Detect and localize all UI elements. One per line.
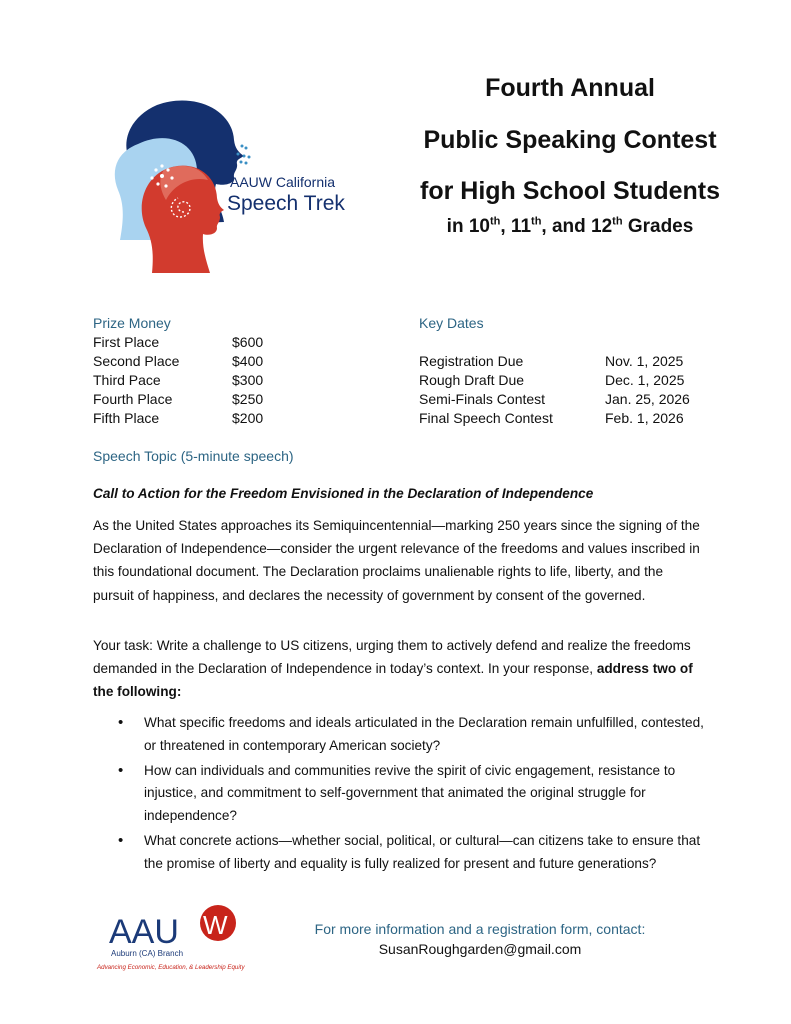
prize-row: Second Place $400 <box>93 353 264 369</box>
aauw-logo-aau: AAU <box>109 913 179 951</box>
list-item: • How can individuals and communities revive the spirit of civic engagement, resistance to injustice, and commitment to self-government that animated the original struggle for independence? <box>97 760 707 828</box>
title-line-2: Public Speaking Contest <box>423 126 717 154</box>
topic-title: Call to Action for the Freedom Envisioned in the Declaration of Independence <box>93 486 594 501</box>
prize-heading: Prize Money <box>93 315 171 331</box>
date-row: Semi-Finals Contest Jan. 25, 2026 <box>419 391 690 407</box>
aauw-logo <box>95 898 265 978</box>
prize-row: Fifth Place $200 <box>93 410 264 426</box>
date-row: Final Speech Contest Feb. 1, 2026 <box>419 410 684 426</box>
aauw-logo-w: W <box>203 910 228 940</box>
prize-table <box>93 333 313 428</box>
prize-row: Fourth Place $250 <box>93 391 264 407</box>
date-row: Rough Draft Due Dec. 1, 2025 <box>419 372 685 388</box>
contact-line: For more information and a registration form, contact: <box>314 921 646 937</box>
topic-paragraph-2: Your task: Write a challenge to US citizens, urging them to actively defend and realize the freedoms demanded in the Declaration of Independence in today’s context. In your response, address two of the following: <box>93 638 693 700</box>
title-line-4: in 10th, 11th, and 12th Grades <box>446 215 694 237</box>
aauw-branch: Auburn (CA) Branch <box>111 949 184 958</box>
contact-email[interactable]: SusanRoughgarden@gmail.com <box>378 941 582 957</box>
speech-trek-logo <box>112 100 362 280</box>
dates-table <box>419 352 709 428</box>
list-item: • What specific freedoms and ideals articulated in the Declaration remain unfulfilled, contested, or threatened in contemporary American society? <box>97 712 707 758</box>
topic-heading: Speech Topic (5-minute speech) <box>93 448 294 464</box>
prize-row: First Place $600 <box>93 334 264 350</box>
topic-bullet-list <box>97 712 707 878</box>
logo-name-text: Speech Trek <box>227 192 345 215</box>
dates-heading: Key Dates <box>419 315 484 331</box>
logo-org-text: AAUW California <box>230 174 336 190</box>
list-item: • What concrete actions—whether social, political, or cultural—can citizens take to ensure that the promise of liberty and equality is fully realized for present and future generations? <box>97 830 707 876</box>
aauw-tagline: Advancing Economic, Education, & Leadership Equity <box>97 964 245 971</box>
prize-row: Third Pace $300 <box>93 372 264 388</box>
title-line-1: Fourth Annual <box>485 74 655 102</box>
title-line-3: for High School Students <box>420 177 720 205</box>
date-row: Registration Due Nov. 1, 2025 <box>419 353 684 369</box>
topic-paragraph-2-bold: address two of the following: <box>93 661 693 700</box>
topic-paragraph-1: As the United States approaches its Semiquincentennial—marking 250 years since the signing of the Declaration of Independence—consider the urgent relevance of the freedoms and values inscribed in this foundational document. The Declaration proclaims unalienable rights to life, liberty, and the pursuit of happiness, and declares the necessity of government by consent of the governed. <box>93 518 700 603</box>
aauw-logo-mark <box>95 898 265 978</box>
speech-trek-heads-icon <box>112 100 362 280</box>
